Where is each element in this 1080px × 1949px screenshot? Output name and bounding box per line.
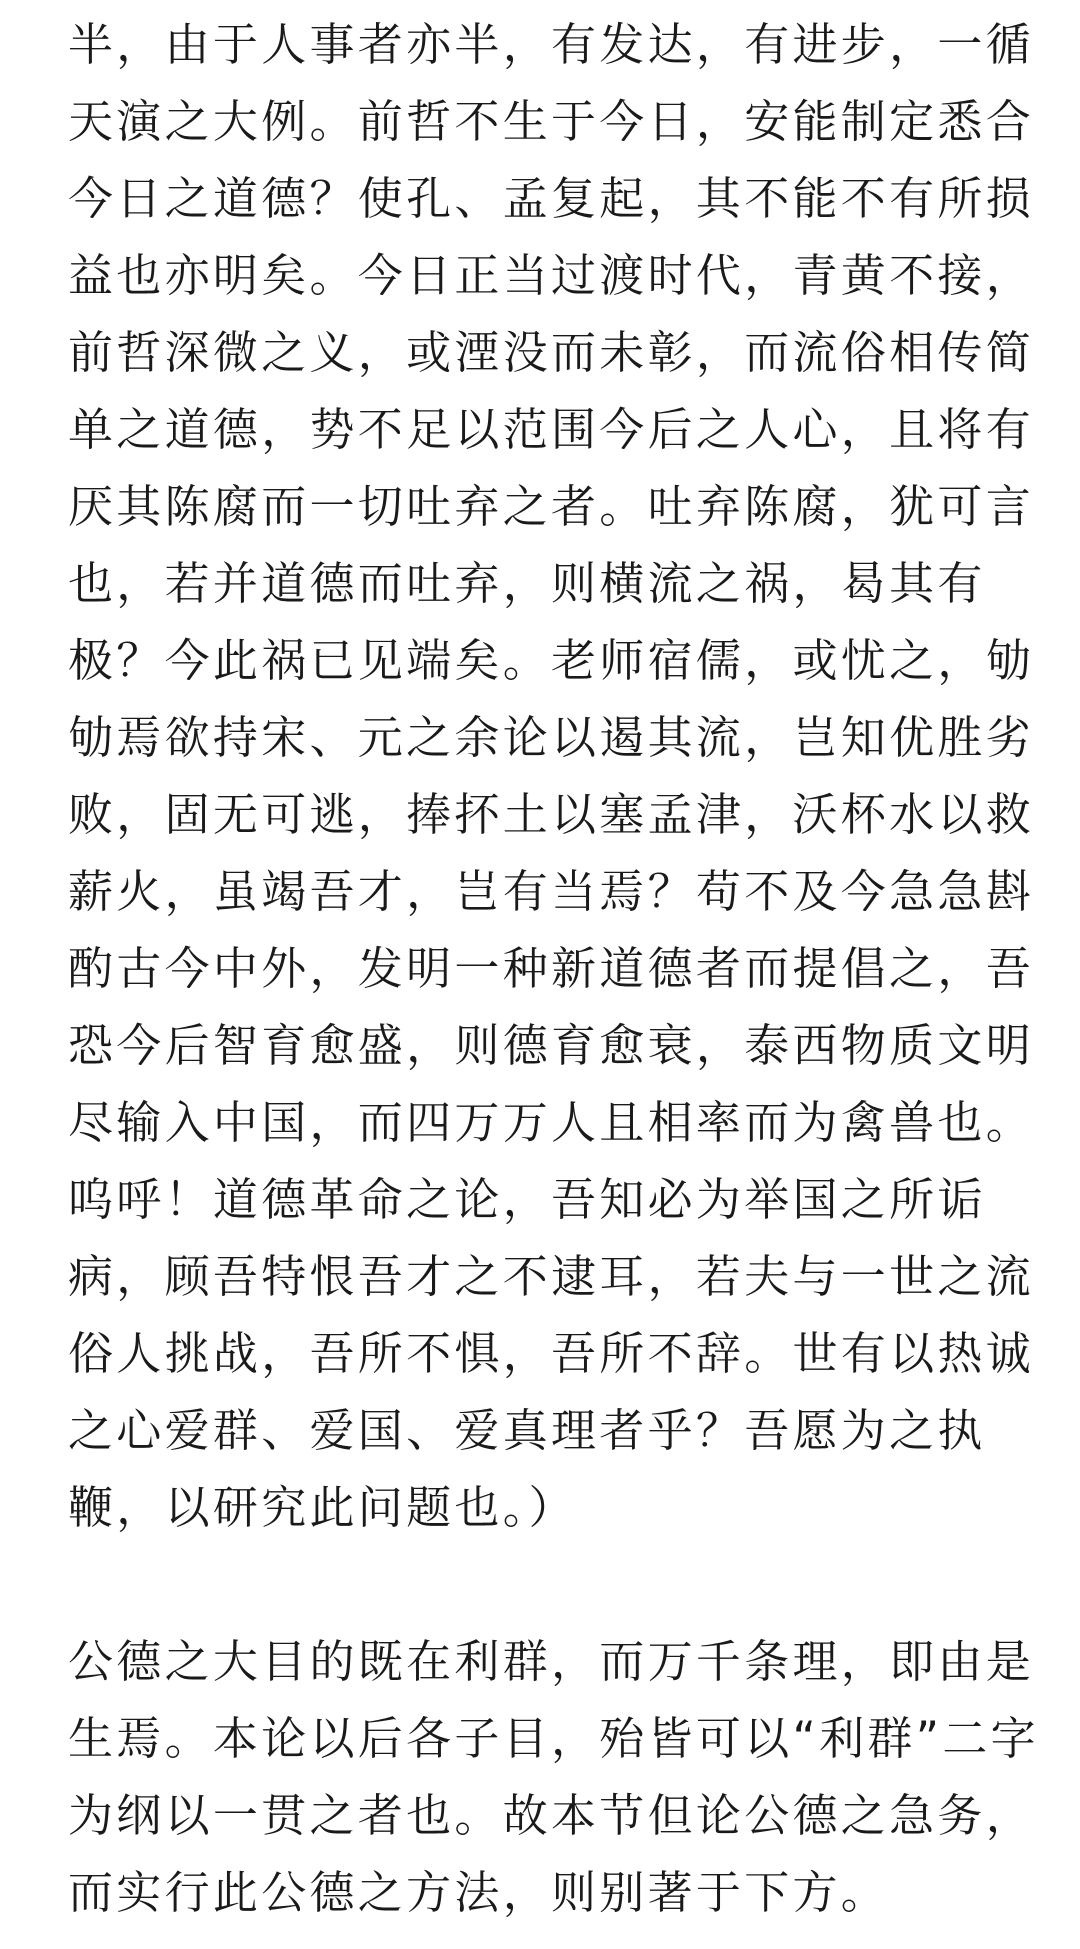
- text-line: 天演之大例。前哲不生于今日，安能制定悉合: [68, 95, 1035, 148]
- text-line: 呜呼！道德革命之论，吾知必为举国之所诟: [68, 1173, 986, 1226]
- text-line: 厌其陈腐而一切吐弃之者。吐弃陈腐，犹可言: [68, 480, 1035, 533]
- text-line: 薪火，虽竭吾才，岂有当焉？苟不及今急急斟: [68, 865, 1035, 918]
- text-line: 生焉。本论以后各子目，殆皆可以“利群”二字: [68, 1712, 1039, 1765]
- text-line: 之心爱群、爱国、爱真理者乎？吾愿为之执: [68, 1404, 986, 1457]
- text-line: 单之道德，势不足以范围今后之人心，且将有: [68, 403, 1035, 456]
- text-line: 俗人挑战，吾所不惧，吾所不辞。世有以热诚: [68, 1327, 1035, 1380]
- document-body: [68, 0, 1039, 1931]
- text-line: 恐今后智育愈盛，则德育愈衰，泰西物质文明: [68, 1019, 1035, 1072]
- text-line: 尽输入中国，而四万万人且相率而为禽兽也。: [68, 1096, 1035, 1149]
- text-line: 公德之大目的既在利群，而万千条理，即由是: [68, 1635, 1035, 1688]
- text-line: 鞭，以研究此问题也。）: [68, 1481, 577, 1534]
- text-line: 而实行此公德之方法，则别著于下方。: [68, 1866, 890, 1919]
- text-line: 前哲深微之义，或湮没而未彰，而流俗相传简: [68, 326, 1035, 379]
- text-line: 病，顾吾特恨吾才之不逮耳，若夫与一世之流: [68, 1250, 1035, 1303]
- text-line: 半，由于人事者亦半，有发达，有进步，一循: [68, 18, 1035, 71]
- text-line: 败，固无可逃，捧抔土以塞孟津，沃杯水以救: [68, 788, 1035, 841]
- text-line: 今日之道德？使孔、孟复起，其不能不有所损: [68, 172, 1035, 225]
- text-line: 劬焉欲持宋、元之余论以遏其流，岂知优胜劣: [68, 711, 1035, 764]
- text-line: 为纲以一贯之者也。故本节但论公德之急务，: [68, 1789, 1035, 1842]
- text-line: 极？今此祸已见端矣。老师宿儒，或忧之，劬: [68, 634, 1035, 687]
- paragraph: [68, 1623, 1039, 1931]
- paragraph: [68, 6, 1035, 1546]
- text-line: 也，若并道德而吐弃，则横流之祸，曷其有: [68, 557, 986, 610]
- text-line: 酌古今中外，发明一种新道德者而提倡之，吾: [68, 942, 1035, 995]
- text-line: 益也亦明矣。今日正当过渡时代，青黄不接，: [68, 249, 1035, 302]
